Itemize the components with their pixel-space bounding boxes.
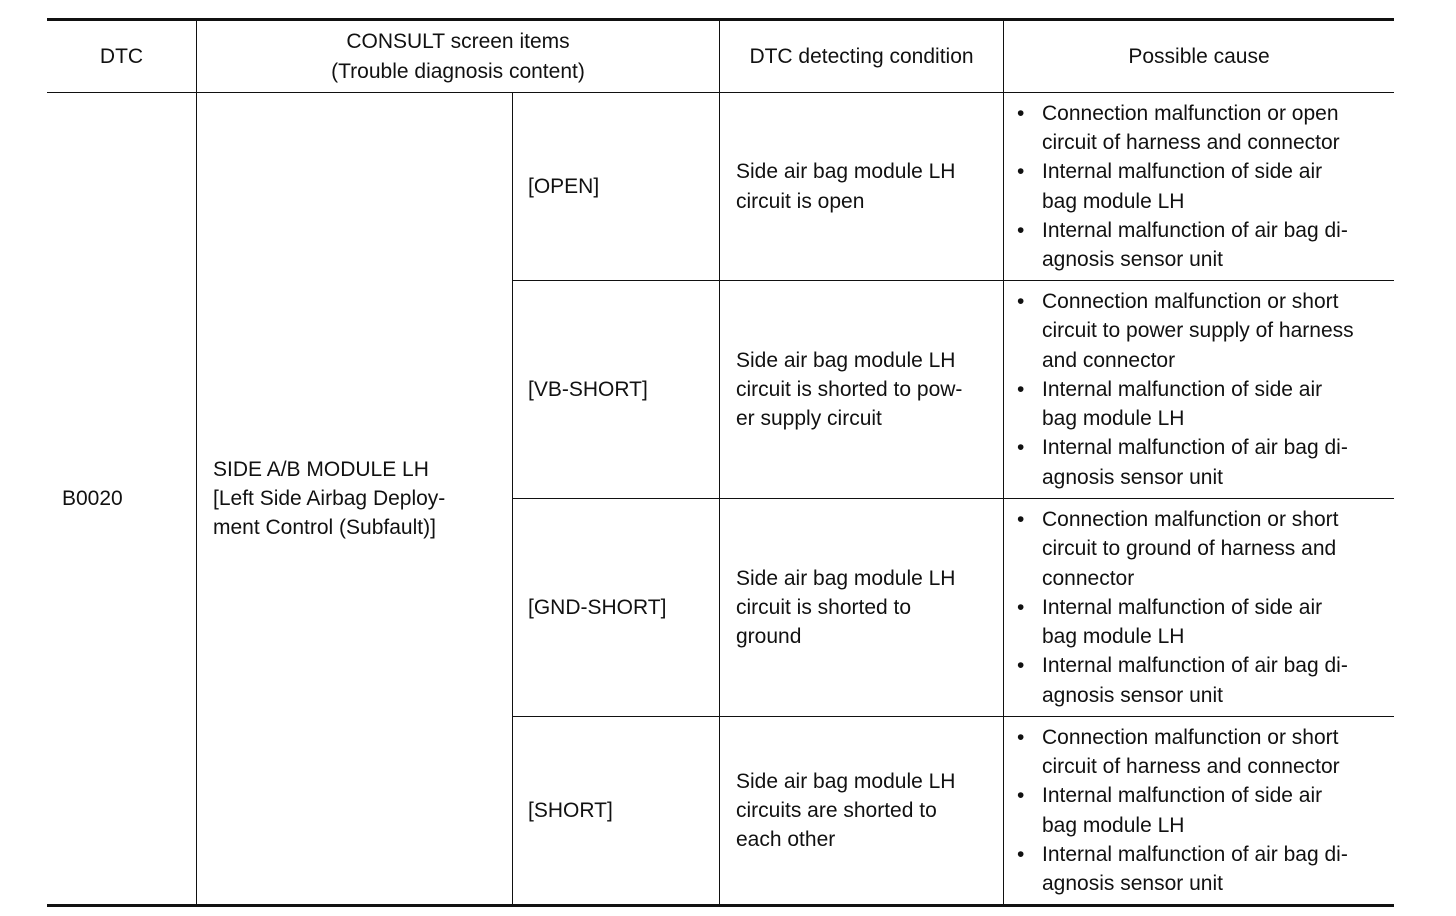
dtc-code: B0020	[62, 486, 123, 510]
dtc-table	[47, 18, 1394, 907]
cause-cell	[1017, 93, 1394, 280]
col-divider-dtc	[196, 18, 197, 907]
cause-list	[1017, 723, 1348, 899]
cause-item: • Internal malfunction of side air bag module LH	[1017, 781, 1348, 840]
cause-item: • Internal malfunction of side air bag module LH	[1017, 375, 1354, 434]
cause-cell	[1017, 281, 1394, 498]
cause-cell	[1017, 499, 1394, 716]
cause-item: • Connection malfunction or short circuit to ground of harness and connector	[1017, 505, 1348, 593]
cause-item: • Internal malfunction of air bag di- agnosis sensor unit	[1017, 651, 1348, 710]
cause-item: • Connection malfunction or open circuit of harness and connector	[1017, 99, 1348, 158]
mode-cell: [OPEN]	[528, 174, 600, 198]
cause-item: • Internal malfunction of air bag di- agnosis sensor unit	[1017, 216, 1348, 275]
cause-cell	[1017, 717, 1394, 904]
table-bottom-border	[47, 904, 1394, 907]
cause-list	[1017, 287, 1354, 492]
mode-cell: [SHORT]	[528, 798, 613, 822]
cause-list	[1017, 99, 1348, 275]
condition-cell: Side air bag module LH circuit is shorted to ground	[736, 566, 956, 649]
cause-list	[1017, 505, 1348, 710]
header-consult: CONSULT screen items (Trouble diagnosis content)	[331, 30, 585, 83]
col-divider-condition	[1003, 18, 1004, 907]
cause-item: • Connection malfunction or short circuit of harness and connector	[1017, 723, 1348, 782]
condition-cell: Side air bag module LH circuits are shorted to each other	[736, 769, 956, 852]
header-condition: DTC detecting condition	[749, 44, 974, 68]
mode-cell: [GND-SHORT]	[528, 595, 667, 619]
condition-cell: Side air bag module LH circuit is open	[736, 160, 956, 213]
header-cause: Possible cause	[1128, 44, 1270, 68]
header-dtc: DTC	[99, 44, 144, 68]
cause-item: • Internal malfunction of air bag di- agnosis sensor unit	[1017, 433, 1354, 492]
cause-item: • Internal malfunction of side air bag module LH	[1017, 593, 1348, 652]
col-divider-mode	[719, 18, 720, 907]
condition-cell: Side air bag module LH circuit is shorted to pow- er supply circuit	[736, 348, 963, 431]
cause-item: • Internal malfunction of side air bag module LH	[1017, 157, 1348, 216]
consult-item: SIDE A/B MODULE LH [Left Side Airbag Deploy- ment Control (Subfault)]	[213, 457, 446, 540]
mode-cell: [VB-SHORT]	[528, 377, 648, 401]
cause-item: • Connection malfunction or short circuit to power supply of harness and connector	[1017, 287, 1354, 375]
col-divider-consult	[512, 93, 513, 907]
cause-item: • Internal malfunction of air bag di- agnosis sensor unit	[1017, 840, 1348, 899]
